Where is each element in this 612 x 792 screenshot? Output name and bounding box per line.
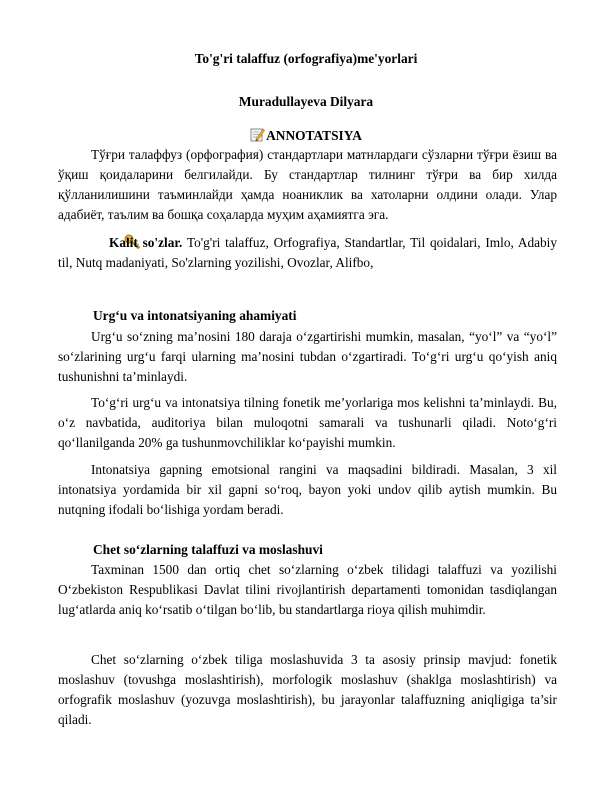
section1-paragraph-2: To‘g‘ri urg‘u va intonatsiya tilning fonetik me’yorlariga mos kelishni ta’minlaydi. Bu, o‘z navbatida, auditoriya bilan muloqotni samarali va tushunarli qiladi. Noto‘g‘ri qo‘llanilganda 20% ga tushunmovchiliklar ko‘payishi mumkin. [58,395,557,450]
memo-pencil-icon [250,127,265,142]
section-heading-foreign-words: Chet so‘zlarning talaffuzi va moslashuvi [93,542,323,557]
section1-paragraph-3: Intonatsiya gapning emotsional rangini va maqsadini bildiradi. Masalan, 3 xil intonatsiya yordamida bir xil gapni so‘roq, bayon yoki undov qilib aytish mumkin. Bu nutqning ifodali bo‘lishiga yordam beradi. [58,462,557,517]
document-author: Muradullayeva Dilyara [238,94,374,109]
section2-paragraph-2: Chet so‘zlarning o‘zbek tiliga moslashuvida 3 ta asosiy prinsip mavjud: fonetik moslashuv (tovushga moslashtirish), morfologik moslashuv (shaklga moslashtirish) va orfografik moslashuv (yozuvga moslashtirish), bu jarayonlar talaffuzning aniqligiga ta’sir qiladi. [58,652,557,727]
annotation-heading [0,127,612,144]
section-heading-stress-intonation: Urg‘u va intonatsiyaning ahamiyati [93,308,297,323]
document-title: To'g'ri talaffuz (orfografiya)me'yorlari [194,51,418,66]
annotation-text: Тўғри талаффуз (орфография) стандартлари матнлардаги сўзларни тўғри ёзиш ва ўқиш қоидаларини белгилайди. Бу стандартлар тилнинг тўғри ва бир хилда қўлланилишини таъминлайди ҳамда ноаниклик ва хатоларни олдини олади. Улар адабиёт, таълим ва бошқа соҳаларда муҳим аҳамиятга эга. [58,147,557,222]
section2-paragraph-1: Taxminan 1500 dan ortiq chet so‘zlarning o‘zbek tilidagi talaffuzi va yozilishi O‘zbekiston Respublikasi Davlat tilini rivojlantirish departamenti tomonidan tasdiqlangan lug‘atlarda aniq ko‘rsatib o‘tilgan bo‘lib, bu standartlarga rioya qilish muhimdir. [58,562,557,617]
annotation-heading-text: ANNOTATSIYA [266,128,362,143]
section1-paragraph-1: Urg‘u so‘zning ma’nosini 180 daraja o‘zgartirishi mumkin, masalan, “yo‘l” va “yo‘l” so‘zlarining urg‘u farqi ularning ma’nosini tubdan o‘zgartiradi. To‘g‘ri urg‘u qo‘yish aniq tushunishni ta’minlaydi. [58,329,557,384]
key-icon [91,234,107,249]
keywords-paragraph [58,233,557,273]
keywords-label: Kalit so'zlar. [109,235,183,250]
keywords-text: To'g'ri talaffuz, Orfografiya, Standartlar, Til qoidalari, Imlo, Adabiy til, Nutq madaniyati, So'zlarning yozilishi, Ovozlar, Alifbo, [58,235,557,270]
